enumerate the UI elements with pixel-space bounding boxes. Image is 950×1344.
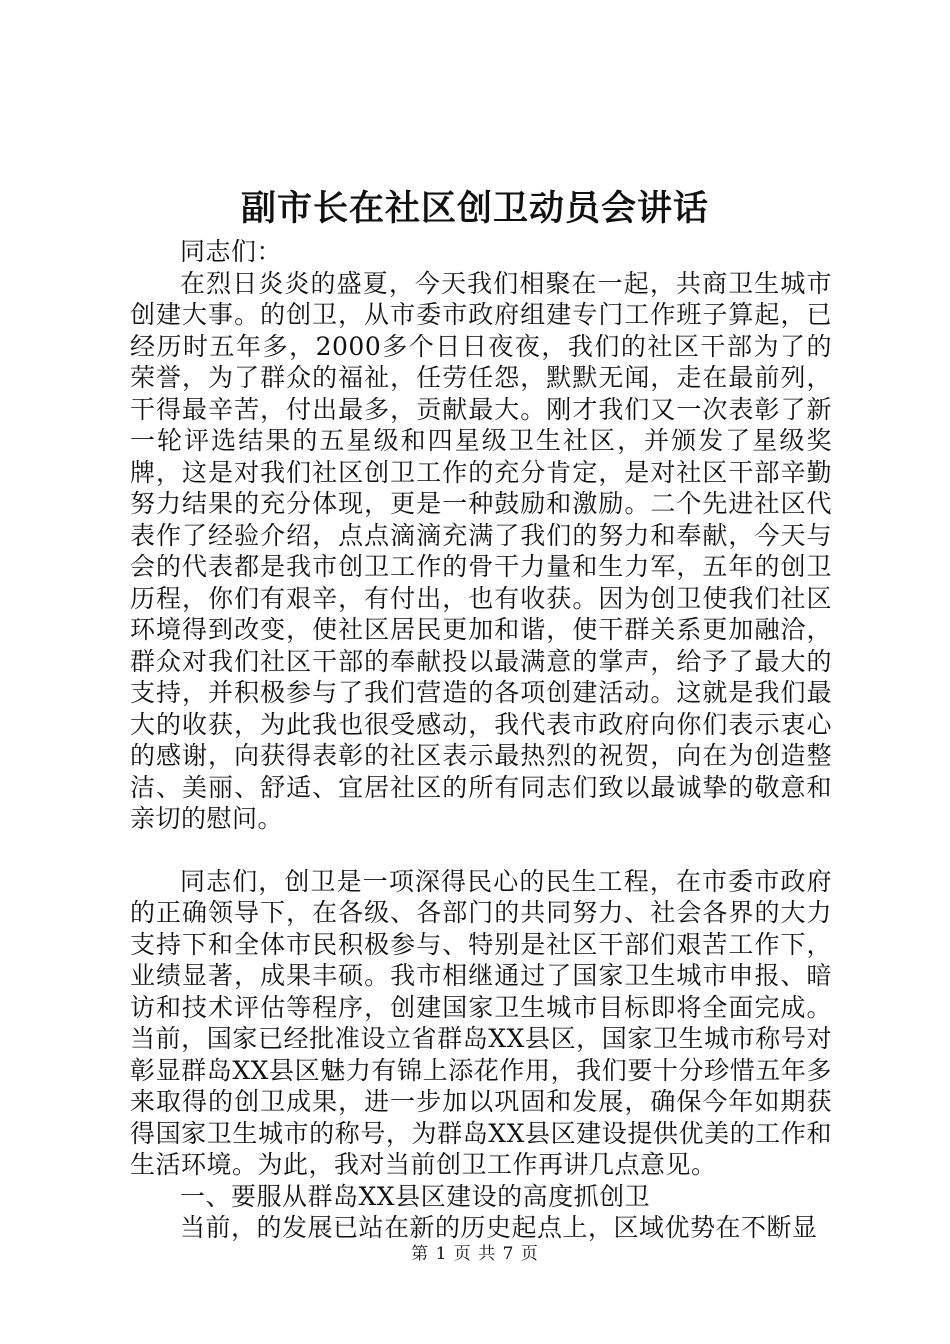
paragraph-3: 当前，的发展已站在新的历史起点上，区域优势在不断显: [180, 1213, 818, 1242]
document-body: [130, 236, 832, 1244]
paragraph-2: 同志们，创卫是一项深得民心的民生工程，在市委市政府的正确领导下，在各级、各部门的共同努力、社会各界的大力支持下和全体市民积极参与、特别是社区干部们艰苦工作下，业绩显著，成果丰硕。我市相继通过了国家卫生城市申报、暗访和技术评估等程序，创建国家卫生城市目标即将全面完成。当前，国家已经批准设立省群岛XX县区，国家卫生城市称号对彰显群岛XX县区魅力有锦上添花作用，我们要十分珍惜五年多来取得的创卫成果，进一步加以巩固和发展，确保今年如期获得国家卫生城市的称号，为群岛XX县区建设提供优美的工作和生活环境。为此，我对当前创卫工作再讲几点意见。: [130, 866, 832, 1179]
paragraph-1: 在烈日炎炎的盛夏，今天我们相聚在一起，共商卫生城市创建大事。的创卫，从市委市政府组建专门工作班子算起，已经历时五年多，2000多个日日夜夜，我们的社区干部为了的荣誉，为了群众的福祉，任劳任怨，默默无闻，走在最前列，干得最辛苦，付出最多，贡献最大。刚才我们又一次表彰了新一轮评选结果的五星级和四星级卫生社区，并颁发了星级奖牌，这是对我们社区创卫工作的充分肯定，是对社区干部辛勤努力结果的充分体现，更是一种鼓励和激励。二个先进社区代表作了经验介绍，点点滴滴充满了我们的努力和奉献，今天与会的代表都是我市创卫工作的骨干力量和生力军，五年的创卫历程，你们有艰辛，有付出，也有收获。因为创卫使我们社区环境得到改变，使社区居民更加和谐，使干群关系更加融洽，群众对我们社区干部的奉献投以最满意的掌声，给予了最大的支持，并积极参与了我们营造的各项创建活动。这就是我们最大的收获，为此我也很受感动，我代表市政府向你们表示衷心的感谢，向获得表彰的社区表示最热烈的祝贺，向在为创造整洁、美丽、舒适、宜居社区的所有同志们致以最诚挚的敬意和亲切的慰问。: [130, 268, 832, 833]
page-number-footer: 第 1 页 共 7 页: [411, 1244, 539, 1264]
paragraph-greeting: 同志们：: [180, 237, 283, 266]
paragraph-spacer: [130, 835, 832, 866]
section-heading-1: 一、要服从群岛XX县区建设的高度抓创卫: [180, 1181, 651, 1211]
document-title: 副市长在社区创卫动员会讲话: [240, 188, 709, 229]
